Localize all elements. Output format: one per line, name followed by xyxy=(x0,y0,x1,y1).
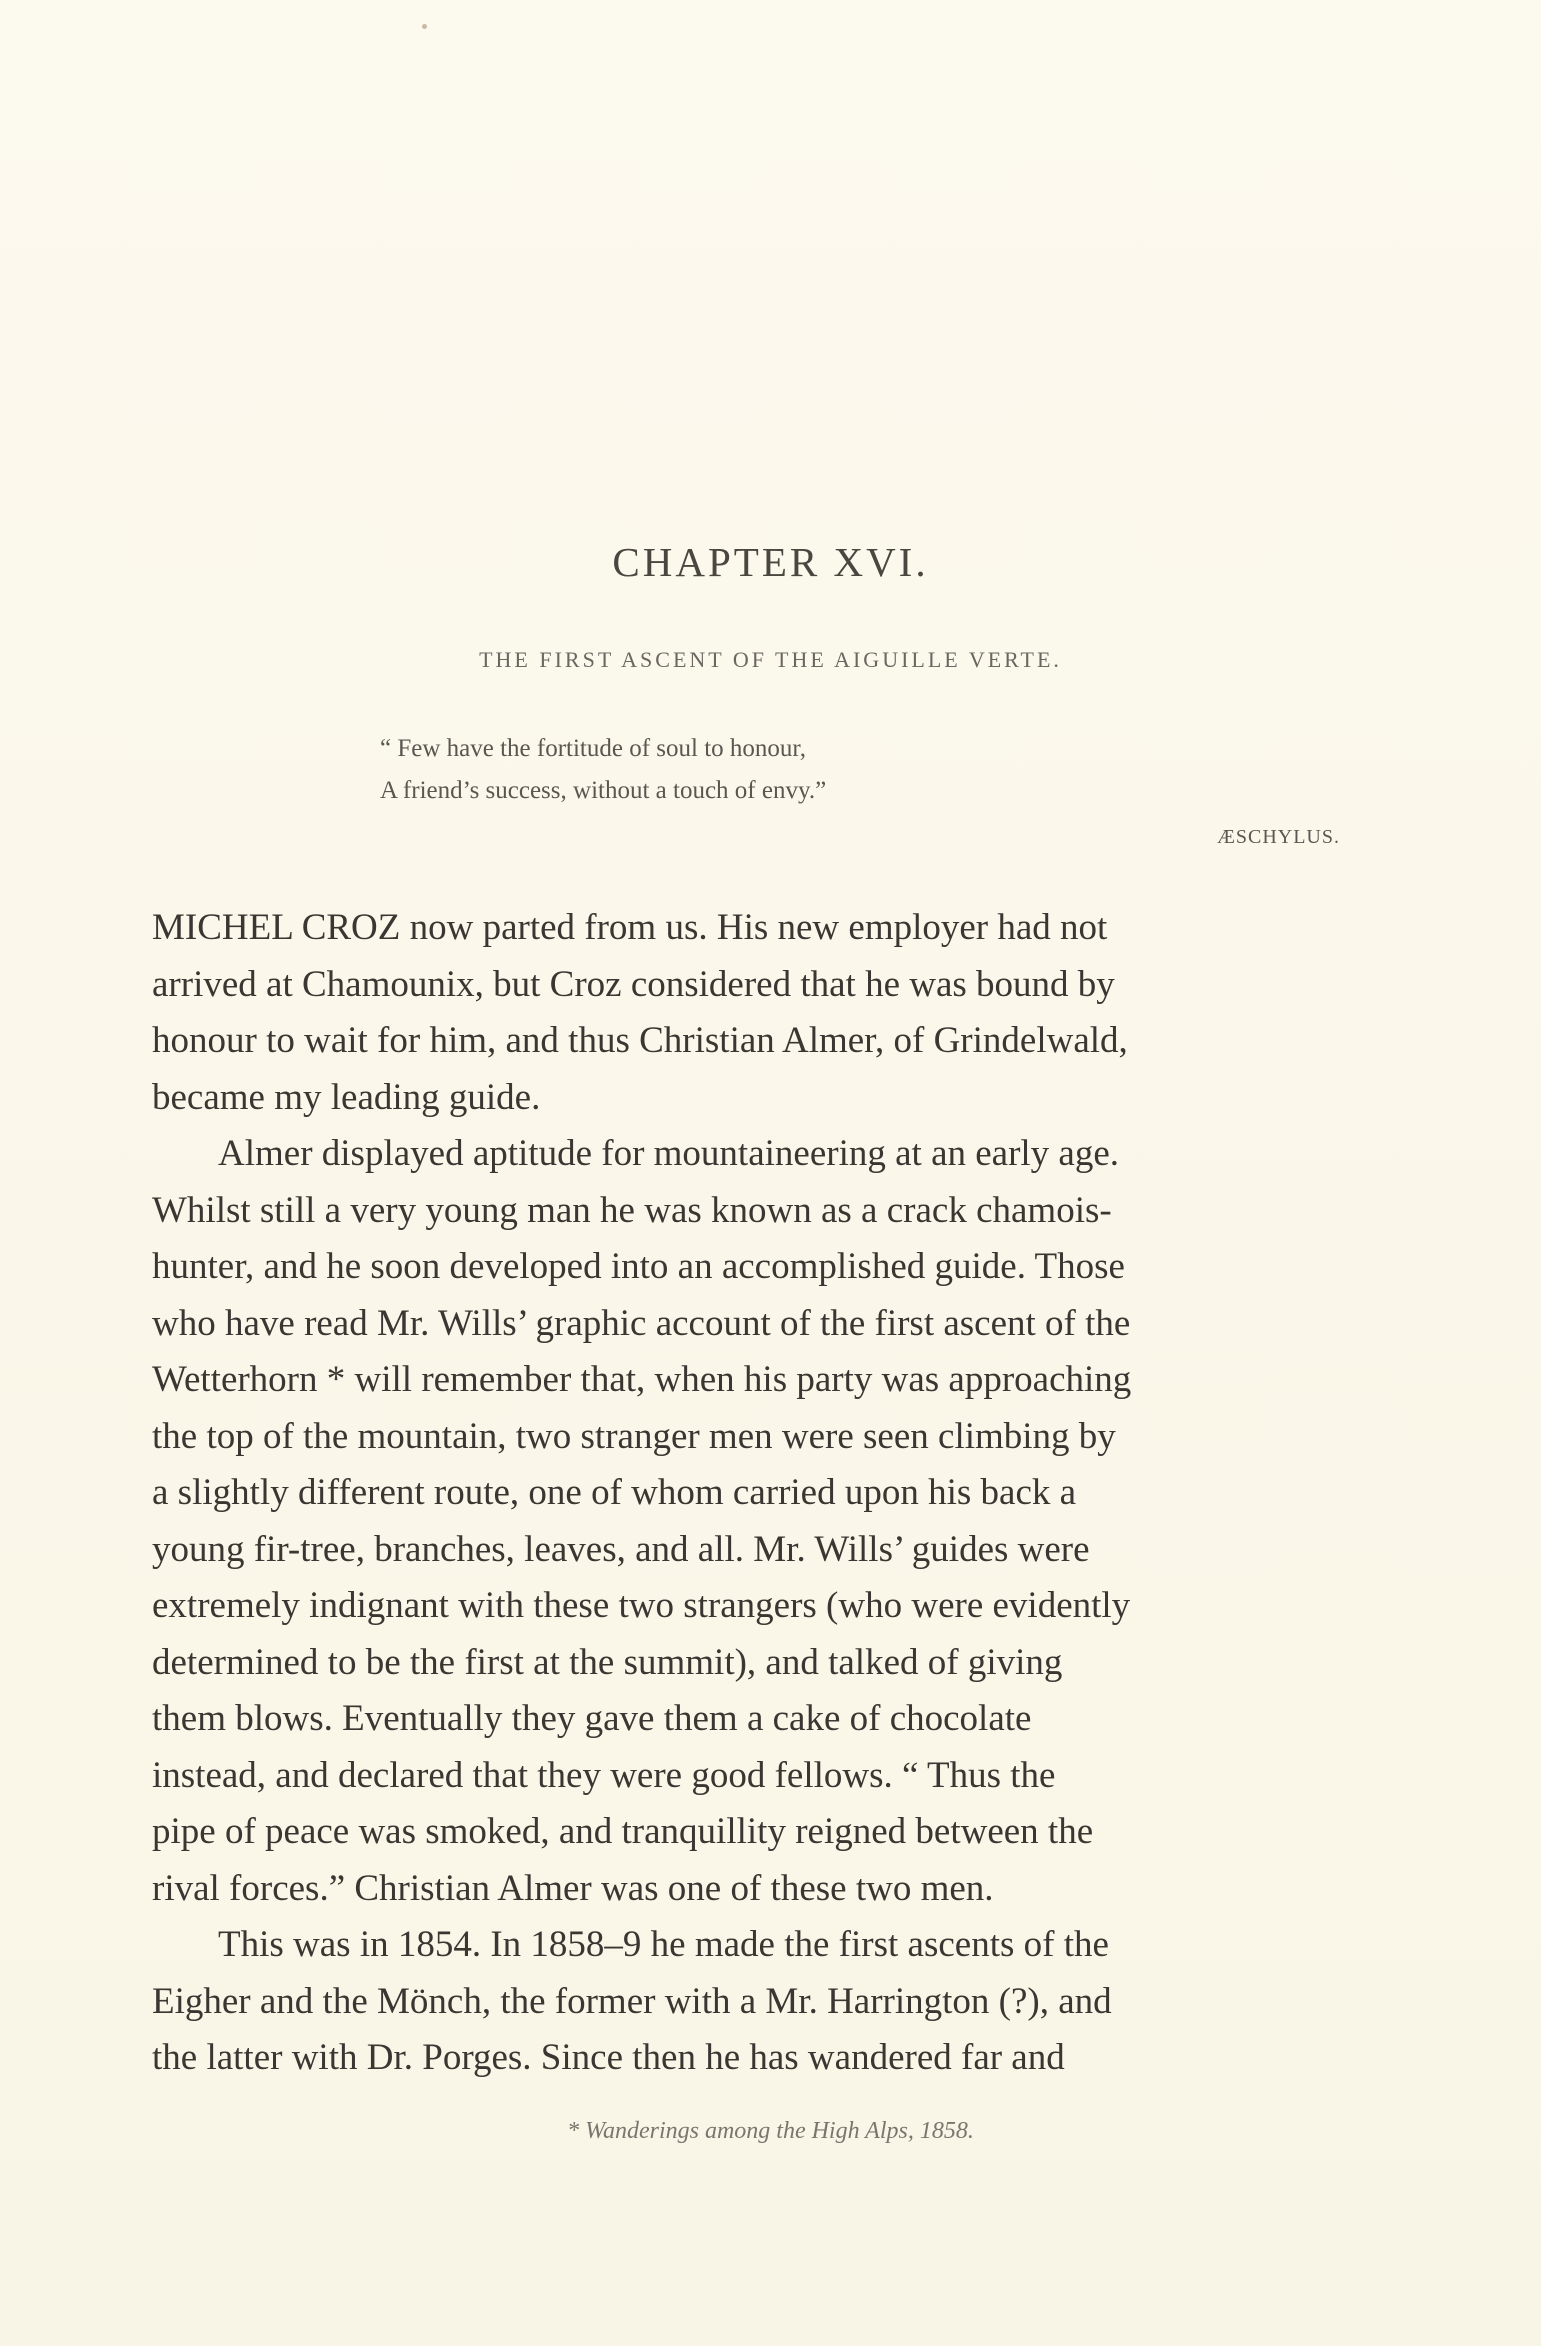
body-line: extremely indignant with these two strangers (who were evidently xyxy=(152,1585,1131,1626)
chapter-subtitle: THE FIRST ASCENT OF THE AIGUILLE VERTE. xyxy=(479,647,1062,672)
body-line: became my leading guide. xyxy=(152,1076,541,1118)
body-line: determined to be the first at the summit), and talked of giving xyxy=(152,1641,1063,1683)
ink-speck xyxy=(422,24,427,29)
footnote: * Wanderings among the High Alps, 1858. xyxy=(567,2118,974,2144)
body-line: honour to wait for him, and thus Christian Almer, of Grindelwald, xyxy=(152,1020,1128,1061)
body-line: a slightly different route, one of whom carried upon his back a xyxy=(152,1472,1077,1513)
epigraph-line: “ Few have the fortitude of soul to honour, xyxy=(380,735,806,762)
body-line: who have read Mr. Wills’ graphic account of the first ascent of the xyxy=(152,1302,1131,1344)
body-line: Eigher and the Mönch, the former with a Mr. Harrington (?), and xyxy=(152,1980,1112,2022)
epigraph xyxy=(380,728,1340,812)
body-line: Whilst still a very young man he was known as a crack chamois- xyxy=(152,1189,1112,1231)
body-line: them blows. Eventually they gave them a cake of chocolate xyxy=(152,1698,1032,1739)
body-line: Almer displayed aptitude for mountaineering at an early age. xyxy=(218,1133,1120,1174)
body-line: Wetterhorn * will remember that, when his party was approaching xyxy=(152,1359,1132,1400)
epigraph-attribution: ÆSCHYLUS. xyxy=(1217,826,1340,848)
body-line: the latter with Dr. Porges. Since then he has wandered far and xyxy=(152,2037,1065,2078)
body-line: young fir-tree, branches, leaves, and all. Mr. Wills’ guides were xyxy=(152,1528,1090,1570)
body-line: pipe of peace was smoked, and tranquillity reigned between the xyxy=(152,1811,1094,1852)
body-line: rival forces.” Christian Almer was one of these two men. xyxy=(152,1867,994,1909)
chapter-title: CHAPTER XVI. xyxy=(612,539,929,585)
epigraph-line: A friend’s success, without a touch of envy.” xyxy=(380,777,827,804)
body-line: arrived at Chamounix, but Croz considered that he was bound by xyxy=(152,963,1115,1005)
body-line: MICHEL CROZ now parted from us. His new employer had not xyxy=(152,907,1108,948)
body-line: hunter, and he soon developed into an accomplished guide. Those xyxy=(152,1246,1125,1287)
body-text xyxy=(152,900,1364,2087)
body-line: This was in 1854. In 1858–9 he made the first ascents of the xyxy=(218,1924,1109,1965)
body-line: instead, and declared that they were good fellows. “ Thus the xyxy=(152,1754,1056,1796)
body-line: the top of the mountain, two stranger men were seen climbing by xyxy=(152,1415,1116,1457)
